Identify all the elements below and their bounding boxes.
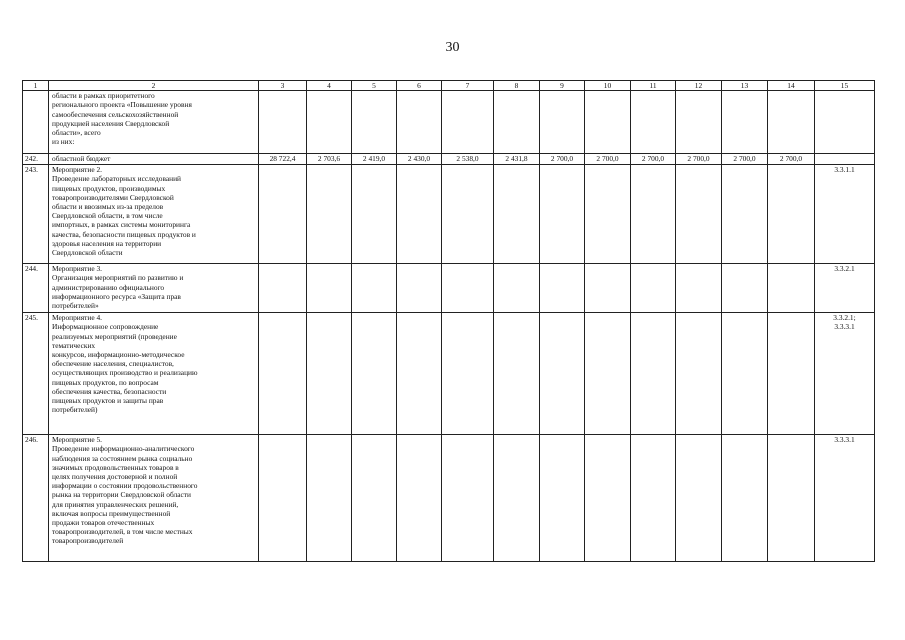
column-header: 14: [768, 81, 815, 91]
column-header: 8: [494, 81, 540, 91]
value-cell: [768, 91, 815, 154]
description-line: тематических: [52, 340, 96, 350]
value-cell: [722, 165, 768, 264]
target-code-line: 3.3.2.1;: [833, 313, 856, 323]
target-code: [815, 165, 875, 264]
value-cell: [352, 91, 397, 154]
value-cell: [631, 91, 676, 154]
row-number: 244.: [23, 264, 49, 313]
value-cell: [352, 165, 397, 264]
description-line: регионального проекта «Повышение уровня: [52, 100, 192, 110]
column-header: 4: [307, 81, 352, 91]
table-row: [23, 264, 875, 313]
value-cell: 2 700,0: [585, 154, 631, 165]
value-cell: [768, 264, 815, 313]
description-line: наблюдения за состоянием рынка социально: [52, 453, 193, 463]
value-cell: [397, 435, 442, 562]
description-line: Проведение лабораторных исследований: [52, 174, 182, 184]
value-cell: [352, 435, 397, 562]
description-line: пищевых продуктов, производимых: [52, 183, 166, 193]
value-cell: [585, 264, 631, 313]
value-cell: 2 703,6: [307, 154, 352, 165]
value-cell: [259, 91, 307, 154]
value-cell: [494, 165, 540, 264]
column-header: 2: [49, 81, 259, 91]
value-cell: [540, 435, 585, 562]
description-line: Организация мероприятий по развитию и: [52, 273, 184, 283]
value-cell: [494, 264, 540, 313]
value-cell: 2 700,0: [540, 154, 585, 165]
column-header: 9: [540, 81, 585, 91]
target-code-line: 3.3.3.1: [834, 435, 855, 445]
table-row: [23, 165, 875, 264]
description-line: для принятия управленческих решений,: [52, 499, 179, 509]
value-cell: [397, 91, 442, 154]
value-cell: [397, 165, 442, 264]
value-cell: [768, 435, 815, 562]
value-cell: [676, 165, 722, 264]
value-cell: [585, 91, 631, 154]
description-line: Информационное сопровождение: [52, 322, 159, 332]
description-line: продажи товаров отечественных: [52, 518, 155, 528]
description-line: Проведение информационно-аналитического: [52, 444, 195, 454]
target-code-line: 3.3.3.1: [834, 322, 855, 332]
description-line: области и ввозимых из-за пределов: [52, 202, 164, 212]
table-header-row: [23, 81, 875, 91]
value-cell: [631, 435, 676, 562]
value-cell: [722, 264, 768, 313]
value-cell: 2 431,8: [494, 154, 540, 165]
row-description: [49, 264, 259, 313]
row-description: [49, 165, 259, 264]
description-line: товаропроизводителей, в том числе местных: [52, 527, 193, 537]
value-cell: [442, 435, 494, 562]
column-header: 11: [631, 81, 676, 91]
value-cell: [676, 91, 722, 154]
description-line: Свердловской области: [52, 248, 123, 258]
value-cell: [540, 165, 585, 264]
value-cell: [540, 91, 585, 154]
value-cell: [397, 264, 442, 313]
description-line: информации о состоянии продовольственного: [52, 481, 198, 491]
table-row: [23, 154, 875, 165]
row-number: [23, 91, 49, 154]
value-cell: 2 700,0: [631, 154, 676, 165]
value-cell: [259, 313, 307, 435]
value-cell: [494, 313, 540, 435]
value-cell: [397, 313, 442, 435]
column-header: 15: [815, 81, 875, 91]
value-cell: [722, 313, 768, 435]
description-line: Свердловской области, в том числе: [52, 211, 163, 221]
column-header: 5: [352, 81, 397, 91]
value-cell: [494, 435, 540, 562]
description-line: пищевых продуктов, по вопросам: [52, 377, 159, 387]
value-cell: [585, 165, 631, 264]
value-cell: [676, 264, 722, 313]
value-cell: [307, 91, 352, 154]
description-line: обеспечение населения, специалистов,: [52, 359, 174, 369]
value-cell: [631, 313, 676, 435]
description-line: области в рамках приоритетного: [52, 91, 155, 101]
budget-table: [22, 80, 875, 562]
description-line: качества, безопасности пищевых продуктов и: [52, 229, 196, 239]
value-cell: [631, 165, 676, 264]
description-line: самообеспечения сельскохозяйственной: [52, 109, 179, 119]
value-cell: 2 700,0: [676, 154, 722, 165]
value-cell: [259, 264, 307, 313]
row-description: [49, 154, 259, 165]
value-cell: 2 700,0: [722, 154, 768, 165]
value-cell: 2 700,0: [768, 154, 815, 165]
description-line: товаропроизводителями Свердловской: [52, 192, 174, 202]
description-line: из них:: [52, 137, 75, 147]
description-line: включая вопросы преимущественной: [52, 508, 171, 518]
row-description: [49, 91, 259, 154]
description-line: области», всего: [52, 128, 101, 138]
table-row: [23, 313, 875, 435]
description-line: реализуемых мероприятий (проведение: [52, 331, 177, 341]
value-cell: [307, 313, 352, 435]
target-code: [815, 154, 875, 165]
description-line: администрированию официального: [52, 282, 165, 292]
description-line: осуществляющих производство и реализацию: [52, 368, 198, 378]
description-line: целях получения достоверной и полной: [52, 472, 178, 482]
value-cell: 28 722,4: [259, 154, 307, 165]
description-line: здоровья населения на территории: [52, 238, 162, 248]
value-cell: [259, 435, 307, 562]
value-cell: [442, 264, 494, 313]
value-cell: [259, 165, 307, 264]
value-cell: [722, 91, 768, 154]
value-cell: [676, 435, 722, 562]
row-number: 242.: [23, 154, 49, 165]
value-cell: [352, 313, 397, 435]
description-line: обеспечения качества, безопасности: [52, 386, 167, 396]
value-cell: [540, 264, 585, 313]
description-line: значимых продовольственных товаров в: [52, 462, 179, 472]
table-body: [23, 81, 875, 562]
target-code: [815, 91, 875, 154]
row-description: [49, 435, 259, 562]
value-cell: [307, 435, 352, 562]
value-cell: [442, 313, 494, 435]
value-cell: [442, 165, 494, 264]
column-header: 7: [442, 81, 494, 91]
value-cell: 2 430,0: [397, 154, 442, 165]
description-line: пищевых продуктов и защиты прав: [52, 396, 164, 406]
row-number: 246.: [23, 435, 49, 562]
value-cell: 2 538,0: [442, 154, 494, 165]
value-cell: [307, 264, 352, 313]
value-cell: [494, 91, 540, 154]
column-header: 12: [676, 81, 722, 91]
value-cell: [585, 435, 631, 562]
value-cell: [722, 435, 768, 562]
value-cell: [585, 313, 631, 435]
value-cell: [307, 165, 352, 264]
target-code: [815, 313, 875, 435]
value-cell: [631, 264, 676, 313]
table-row: [23, 435, 875, 562]
value-cell: [768, 165, 815, 264]
column-header: 10: [585, 81, 631, 91]
description-line: рынка на территории Свердловской области: [52, 490, 191, 500]
description-line: Мероприятие 4.: [52, 313, 103, 323]
description-line: конкурсов, информационно-методическое: [52, 350, 185, 360]
value-cell: [352, 264, 397, 313]
table-row: [23, 91, 875, 154]
target-code: [815, 435, 875, 562]
description-line: Мероприятие 3.: [52, 264, 103, 274]
value-cell: [540, 313, 585, 435]
description-line: областной бюджет: [52, 154, 111, 164]
row-number: 243.: [23, 165, 49, 264]
column-header: 1: [23, 81, 49, 91]
value-cell: [442, 91, 494, 154]
description-line: товаропроизводителей: [52, 536, 124, 546]
description-line: потребителей»: [52, 301, 99, 311]
value-cell: [676, 313, 722, 435]
value-cell: 2 419,0: [352, 154, 397, 165]
target-code-line: 3.3.1.1: [834, 165, 855, 175]
description-line: информационного ресурса «Защита прав: [52, 291, 181, 301]
description-line: продукцией населения Свердловской: [52, 118, 170, 128]
page-number: 30: [445, 40, 460, 55]
value-cell: [768, 313, 815, 435]
row-number: 245.: [23, 313, 49, 435]
column-header: 13: [722, 81, 768, 91]
target-code-line: 3.3.2.1: [834, 264, 855, 274]
description-line: Мероприятие 2.: [52, 165, 103, 175]
description-line: импортных, в рамках системы мониторинга: [52, 220, 191, 230]
column-header: 6: [397, 81, 442, 91]
row-description: [49, 313, 259, 435]
column-header: 3: [259, 81, 307, 91]
description-line: Мероприятие 5.: [52, 435, 103, 445]
target-code: [815, 264, 875, 313]
description-line: потребителей): [52, 405, 98, 415]
